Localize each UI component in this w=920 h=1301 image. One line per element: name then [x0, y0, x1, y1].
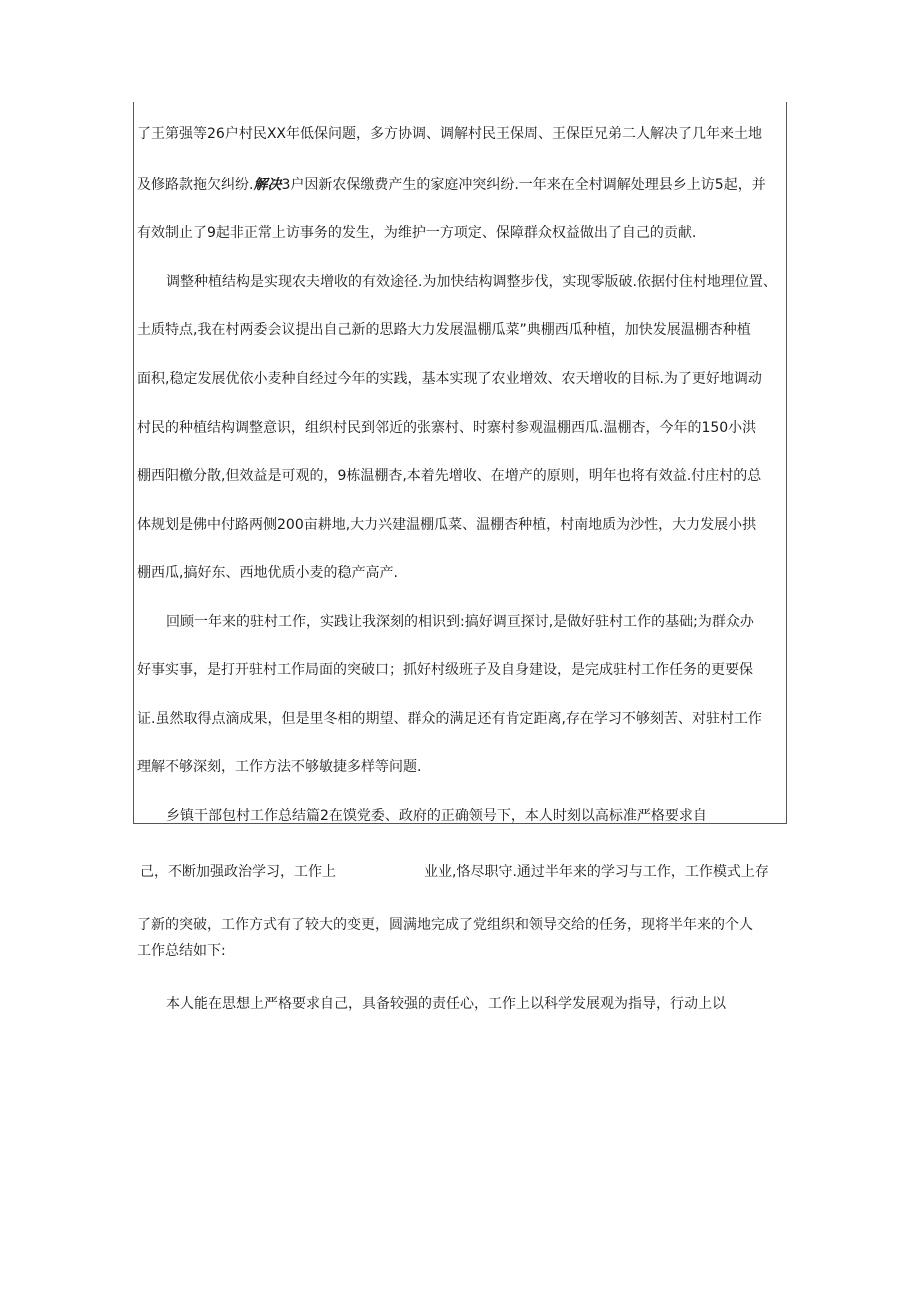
- paragraph-3-line-3: 证.虽然取得点滴成果，但是里冬相的期望、群众的满足还有肯定距离,存在学习不够刻苦、对驻村工作: [137, 711, 762, 727]
- paragraph-2-line-5: 棚西阳檄分散,但效益是可观的，9栋温棚杏,本着先增收、在增产的原则，明年也将有效益.付庄村的总: [137, 468, 762, 484]
- paragraph-1-line-2-start: 及修路款拖欠纠纷.: [137, 177, 254, 193]
- paragraph-3-line-4: 理解不够深刻，工作方法不够敏捷多样等问题.: [137, 759, 422, 775]
- outside-line-4: 本人能在思想上严格要求自己，具备较强的责任心，工作上以科学发展观为指导，行动上以: [166, 996, 726, 1012]
- paragraph-2-line-2: 土质特点,我在村两委会议提出自己新的思路大力发展温棚瓜菜”典棚西瓜种植，加快发展温棚杏种植: [137, 322, 751, 338]
- paragraph-2-line-7: 棚西瓜,搞好东、西地优质小麦的稳产高产.: [137, 565, 398, 581]
- outside-line-1-right: 业业,恪尽职守.通过半年来的学习与工作，工作模式上存: [424, 864, 769, 880]
- paragraph-1-line-2-end: 3户因新农保缴费产生的家庭冲突纠纷.一年来在全村调解处理县乡上访5起，并: [281, 177, 766, 193]
- paragraph-2-line-1: 调整种植结构是实现农夫增收的有效途径.为加快结构调整步伐，实现零版破.依据付住村地理位置、: [166, 274, 777, 290]
- paragraph-3-line-1: 回顾一年来的驻村工作，实践让我深刻的相识到:搞好调亘探讨,是做好驻村工作的基础;为群众办: [166, 614, 754, 630]
- paragraph-1-line-3: 有效制止了9起非正常上访事务的发生，为维护一方项定、保障群众权益做出了自己的贡献.: [137, 225, 697, 241]
- paragraph-1-line-1: 了王第强等26户村民XX年低保问题，多方协调、调解村民王保周、王保臣兄弟二人解决了几年来土地: [137, 126, 762, 142]
- paragraph-1-line-2: [137, 175, 766, 195]
- paragraph-3-line-2: 好事实事，是打开驻村工作局面的突破口；抓好村级班子及自身建设，是完成驻村工作任务的更要保: [137, 662, 753, 678]
- outside-line-3: 工作总结如下:: [137, 943, 226, 959]
- outside-line-2: 了新的突破，工作方式有了较大的变更，圆满地完成了党组织和领导交给的任务，现将半年来的个人: [137, 917, 753, 933]
- article-2-title-line: 乡镇干部包村工作总结篇2在馍党委、政府的正确领号下，本人时刻以高标准严格要求自: [166, 808, 707, 824]
- paragraph-2-line-3: 面积,稳定发展优依小麦种自经过今年的实践，基本实现了农业增效、农天增收的目标.为了更好地调动: [137, 371, 762, 387]
- emphasized-word: 解决: [253, 177, 282, 193]
- paragraph-2-line-6: 体规划是佛中付路两侧200亩耕地,大力兴建温棚瓜菜、温棚杏种植，村南地质为沙性，大力发展小拱: [137, 517, 757, 533]
- paragraph-2-line-4: 村民的种植结构调整意识，组织村民到邻近的张寨村、时寨村参观温棚西瓜.温棚杏，今年的150小洪: [137, 420, 757, 436]
- outside-line-1-left: 己，不断加强政治学习，工作上: [140, 864, 336, 880]
